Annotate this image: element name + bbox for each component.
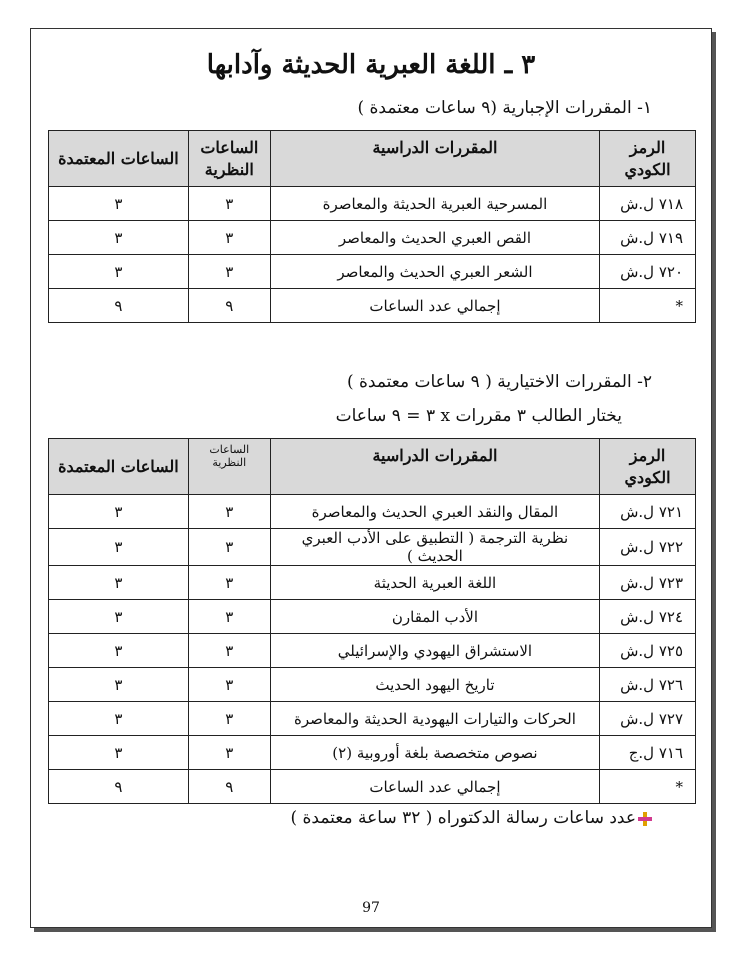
cell-code: ٧١٦ ل.ج: [600, 736, 696, 770]
header-code: الرمز الكودي: [600, 131, 696, 187]
cell-name: الاستشراق اليهودي والإسرائيلي: [270, 634, 599, 668]
cell-theory: ٣: [188, 668, 270, 702]
cell-credit: ٣: [49, 221, 189, 255]
cell-credit: ٣: [49, 495, 189, 529]
header-theory: الساعات النظرية: [188, 439, 270, 495]
cell-theory: ٣: [188, 634, 270, 668]
cell-credit: ٣: [49, 255, 189, 289]
cell-credit: ٩: [49, 289, 189, 323]
table-row: [49, 495, 696, 529]
cell-credit: ٣: [49, 187, 189, 221]
section1-heading: ١- المقررات الإجبارية (٩ ساعات معتمدة ): [357, 98, 652, 118]
header-credit: الساعات المعتمدة: [49, 131, 189, 187]
cell-code: ٧٢٤ ل.ش: [600, 600, 696, 634]
cell-code: ٧٢٦ ل.ش: [600, 668, 696, 702]
cell-theory: ٣: [188, 187, 270, 221]
cell-name: المقال والنقد العبري الحديث والمعاصرة: [270, 495, 599, 529]
header-name: المقررات الدراسية: [270, 131, 599, 187]
cell-theory: ٣: [188, 736, 270, 770]
cell-name: الشعر العبري الحديث والمعاصر: [270, 255, 599, 289]
cell-name: إجمالي عدد الساعات: [270, 770, 599, 804]
cell-credit: ٣: [49, 702, 189, 736]
table-row: [49, 634, 696, 668]
section2-subheading: يختار الطالب ٣ مقررات x ٣ = ٩ ساعات: [335, 406, 622, 426]
table-row: [49, 255, 696, 289]
header-theory: الساعات النظرية: [188, 131, 270, 187]
bullet-icon: [638, 812, 652, 826]
table-row: [49, 187, 696, 221]
cell-code: *: [600, 770, 696, 804]
table-row: [49, 289, 696, 323]
header-credit: الساعات المعتمدة: [49, 439, 189, 495]
page-number: 97: [362, 900, 380, 916]
table-row: [49, 770, 696, 804]
header-code: الرمز الكودي: [600, 439, 696, 495]
cell-code: ٧٢٠ ل.ش: [600, 255, 696, 289]
cell-credit: ٣: [49, 736, 189, 770]
cell-name: المسرحية العبرية الحديثة والمعاصرة: [270, 187, 599, 221]
cell-theory: ٣: [188, 529, 270, 566]
section2-heading: ٢- المقررات الاختيارية ( ٩ ساعات معتمدة ): [346, 372, 652, 392]
cell-code: ٧٢٢ ل.ش: [600, 529, 696, 566]
cell-theory: ٣: [188, 702, 270, 736]
cell-credit: ٣: [49, 600, 189, 634]
table-row: [49, 702, 696, 736]
cell-theory: ٣: [188, 600, 270, 634]
cell-credit: ٣: [49, 634, 189, 668]
doctorate-note: [290, 808, 652, 828]
cell-code: ٧٢٧ ل.ش: [600, 702, 696, 736]
cell-code: ٧١٨ ل.ش: [600, 187, 696, 221]
elective-courses-table: [48, 438, 696, 804]
cell-name: الحركات والتيارات اليهودية الحديثة والمعاصرة: [270, 702, 599, 736]
cell-theory: ٣: [188, 221, 270, 255]
cell-name: الأدب المقارن: [270, 600, 599, 634]
cell-name: القص العبري الحديث والمعاصر: [270, 221, 599, 255]
table-row: [49, 529, 696, 566]
cell-theory: ٩: [188, 770, 270, 804]
page-title: ٣ ـ اللغة العبرية الحديثة وآدابها: [206, 50, 536, 80]
cell-name: إجمالي عدد الساعات: [270, 289, 599, 323]
table-row: [49, 668, 696, 702]
cell-name: نصوص متخصصة بلغة أوروبية (٢): [270, 736, 599, 770]
cell-name: نظرية الترجمة ( التطبيق على الأدب العبري الحديث ): [270, 529, 599, 566]
cell-credit: ٣: [49, 566, 189, 600]
cell-name: تاريخ اليهود الحديث: [270, 668, 599, 702]
cell-code: *: [600, 289, 696, 323]
cell-theory: ٩: [188, 289, 270, 323]
compulsory-courses-table: [48, 130, 696, 323]
cell-theory: ٣: [188, 255, 270, 289]
cell-theory: ٣: [188, 566, 270, 600]
cell-code: ٧٢٣ ل.ش: [600, 566, 696, 600]
table-row: [49, 600, 696, 634]
cell-code: ٧١٩ ل.ش: [600, 221, 696, 255]
table-row: [49, 566, 696, 600]
cell-credit: ٣: [49, 668, 189, 702]
cell-credit: ٩: [49, 770, 189, 804]
cell-theory: ٣: [188, 495, 270, 529]
header-name: المقررات الدراسية: [270, 439, 599, 495]
table-row: [49, 221, 696, 255]
doctorate-note-text: عدد ساعات رسالة الدكتوراه ( ٣٢ ساعة معتمدة ): [290, 808, 636, 828]
cell-credit: ٣: [49, 529, 189, 566]
cell-name: اللغة العبرية الحديثة: [270, 566, 599, 600]
cell-code: ٧٢٥ ل.ش: [600, 634, 696, 668]
table-row: [49, 736, 696, 770]
cell-code: ٧٢١ ل.ش: [600, 495, 696, 529]
